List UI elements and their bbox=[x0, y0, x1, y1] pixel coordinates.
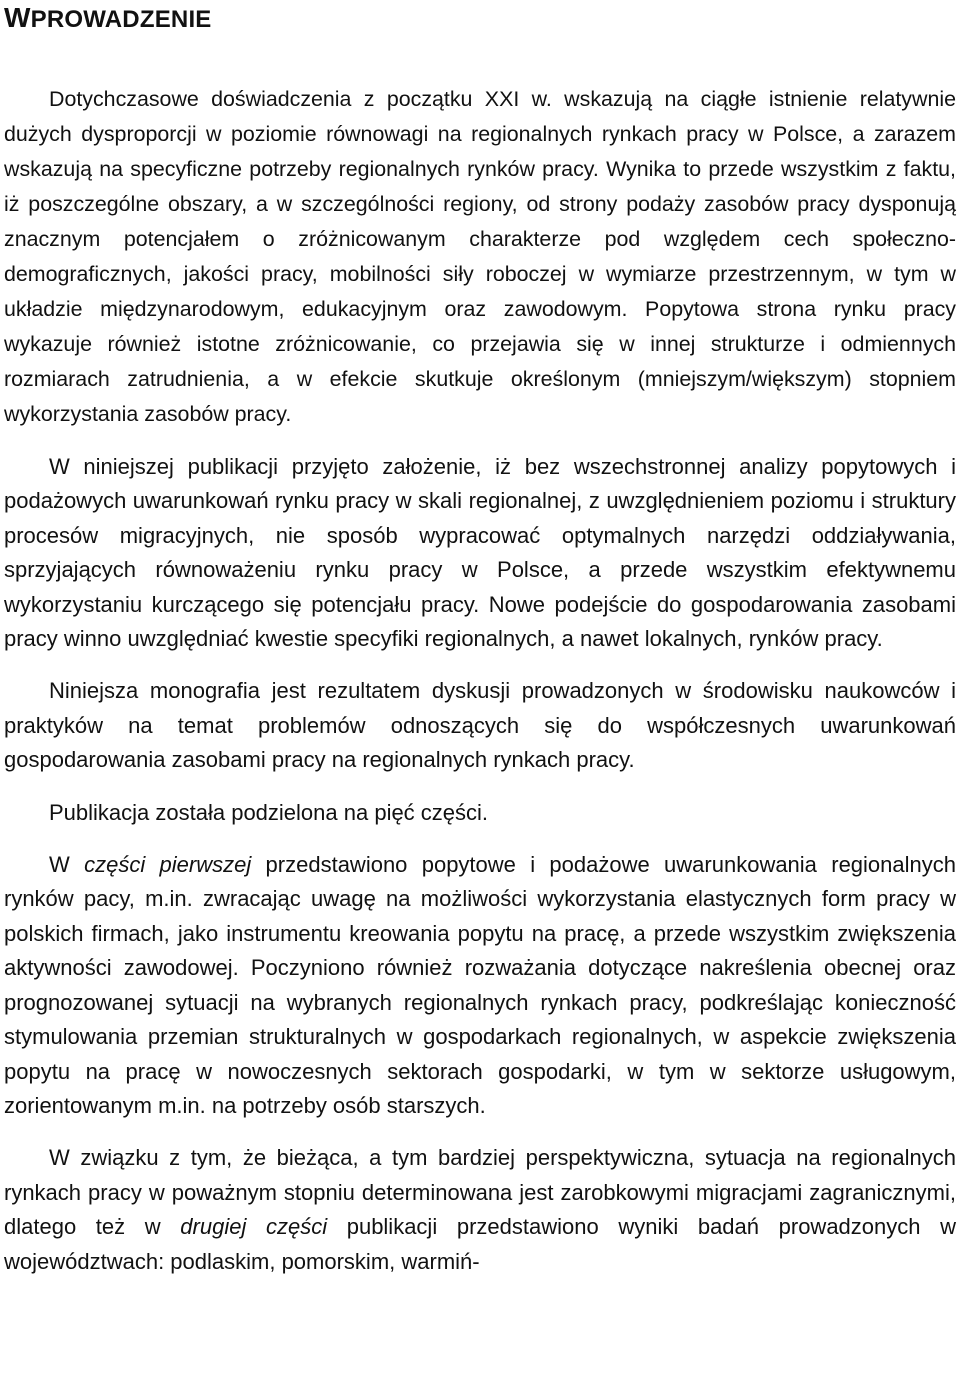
paragraph-2-text: W niniejszej publikacji przyjęto założenie, iż bez wszechstronnej analizy popytowych i podażowych uwarunkowań rynku pracy w skali regionalnej, z uwzględnieniem poziomu i struktury procesów migracyjnych, nie sposób wypracować optymalnych narzędzi oddziaływania, sprzyjających równoważeniu rynku pracy w Polsce, a przede wszystkim efektywnemu wykorzystaniu kurczącego się potencjału pracy. Nowe podejście do gospodarowania zasobami pracy winno uwzględniać kwestie specyfiki regionalnych, a nawet lokalnych, rynków pracy. bbox=[4, 454, 956, 652]
paragraph-6 bbox=[4, 1141, 956, 1279]
paragraph-1-text-b: Wynika to przede wszystkim z faktu, iż poszczególne obszary, a w szczególności regiony, od strony podaży zasobów pracy dysponują znacznym potencjałem o zróżnicowanym charakterze pod względem cech społeczno-demograficznych, jakości pracy, mobilności siły roboczej w wymiarze przestrzennym, w tym w układzie międzynarodowym, edukacyjnym oraz zawodowym. Popytowa strona rynku pracy wykazuje również istotne zróżnicowanie, co przejawia się w innej strukturze i odmiennych rozmiarach zatrudnienia, a w efekcie skutkuje określonym (mniejszym/większym) stopniem wykorzystania zasobów pracy. bbox=[4, 157, 956, 426]
title-first-letter: W bbox=[4, 2, 31, 33]
paragraph-5 bbox=[4, 848, 956, 1123]
paragraph-6-text-before: W związku z tym, że bieżąca, a tym bardziej perspektywiczna, sytuacja na regionalnych rynkach pracy w poważnym stopniu determinowana jest zarobkowymi migracjami zagranicznymi, dlatego też w bbox=[4, 1145, 956, 1240]
paragraph-4 bbox=[4, 796, 956, 830]
paragraph-6-text-after: publikacji przedstawiono wyniki badań prowadzonych w województwach: podlaskim, pomorskim, warmiń- bbox=[4, 1214, 957, 1274]
paragraph-1 bbox=[4, 82, 956, 432]
paragraph-5-text-before: W bbox=[49, 852, 85, 878]
paragraph-3-text: Niniejsza monografia jest rezultatem dyskusji prowadzonych w środowisku naukowców i praktyków na temat problemów odnoszących się do współczesnych uwarunkowań gospodarowania zasobami pracy na regionalnych rynkach pracy. bbox=[4, 678, 956, 773]
title-rest: PROWADZENIE bbox=[30, 6, 212, 33]
page-title bbox=[4, 0, 956, 36]
paragraph-3 bbox=[4, 674, 956, 777]
paragraph-5-italic: części pierwszej bbox=[84, 852, 252, 878]
paragraph-5-text-after: przedstawiono popytowe i podażowe uwarunkowania regionalnych rynków pacy, m.in. zwracając uwagę na możliwości wykorzystania elastycznych form pracy w polskich firmach, jako instrumentu kreowania popytu na pracę, a przede wszystkim zwiększenia aktywności zawodowej. Poczyniono również rozważania dotyczące nakreślenia obecnej oraz prognozowanej sytuacji na wybranych regionalnych rynkach pracy, podkreślając konieczność stymulowania przemian strukturalnych w gospodarkach regionalnych, w aspekcie zwiększenia popytu na pracę w nowoczesnych sektorach gospodarki, w tym w sektorze usługowym, zorientowanym m.in. na potrzeby osób starszych. bbox=[4, 852, 956, 1118]
paragraph-6-italic: drugiej części bbox=[180, 1214, 328, 1240]
paragraph-2 bbox=[4, 450, 956, 656]
paragraph-1-text-a: Dotychczasowe doświadczenia z początku XXI w. wskazują na ciągłe istnienie relatywnie dużych dysproporcji w poziomie równowagi na regionalnych rynkach pracy w Polsce, a zarazem wskazują na specyficzne potrzeby regionalnych rynków pracy. bbox=[4, 87, 956, 181]
paragraph-4-text: Publikacja została podzielona na pięć części. bbox=[49, 799, 489, 825]
